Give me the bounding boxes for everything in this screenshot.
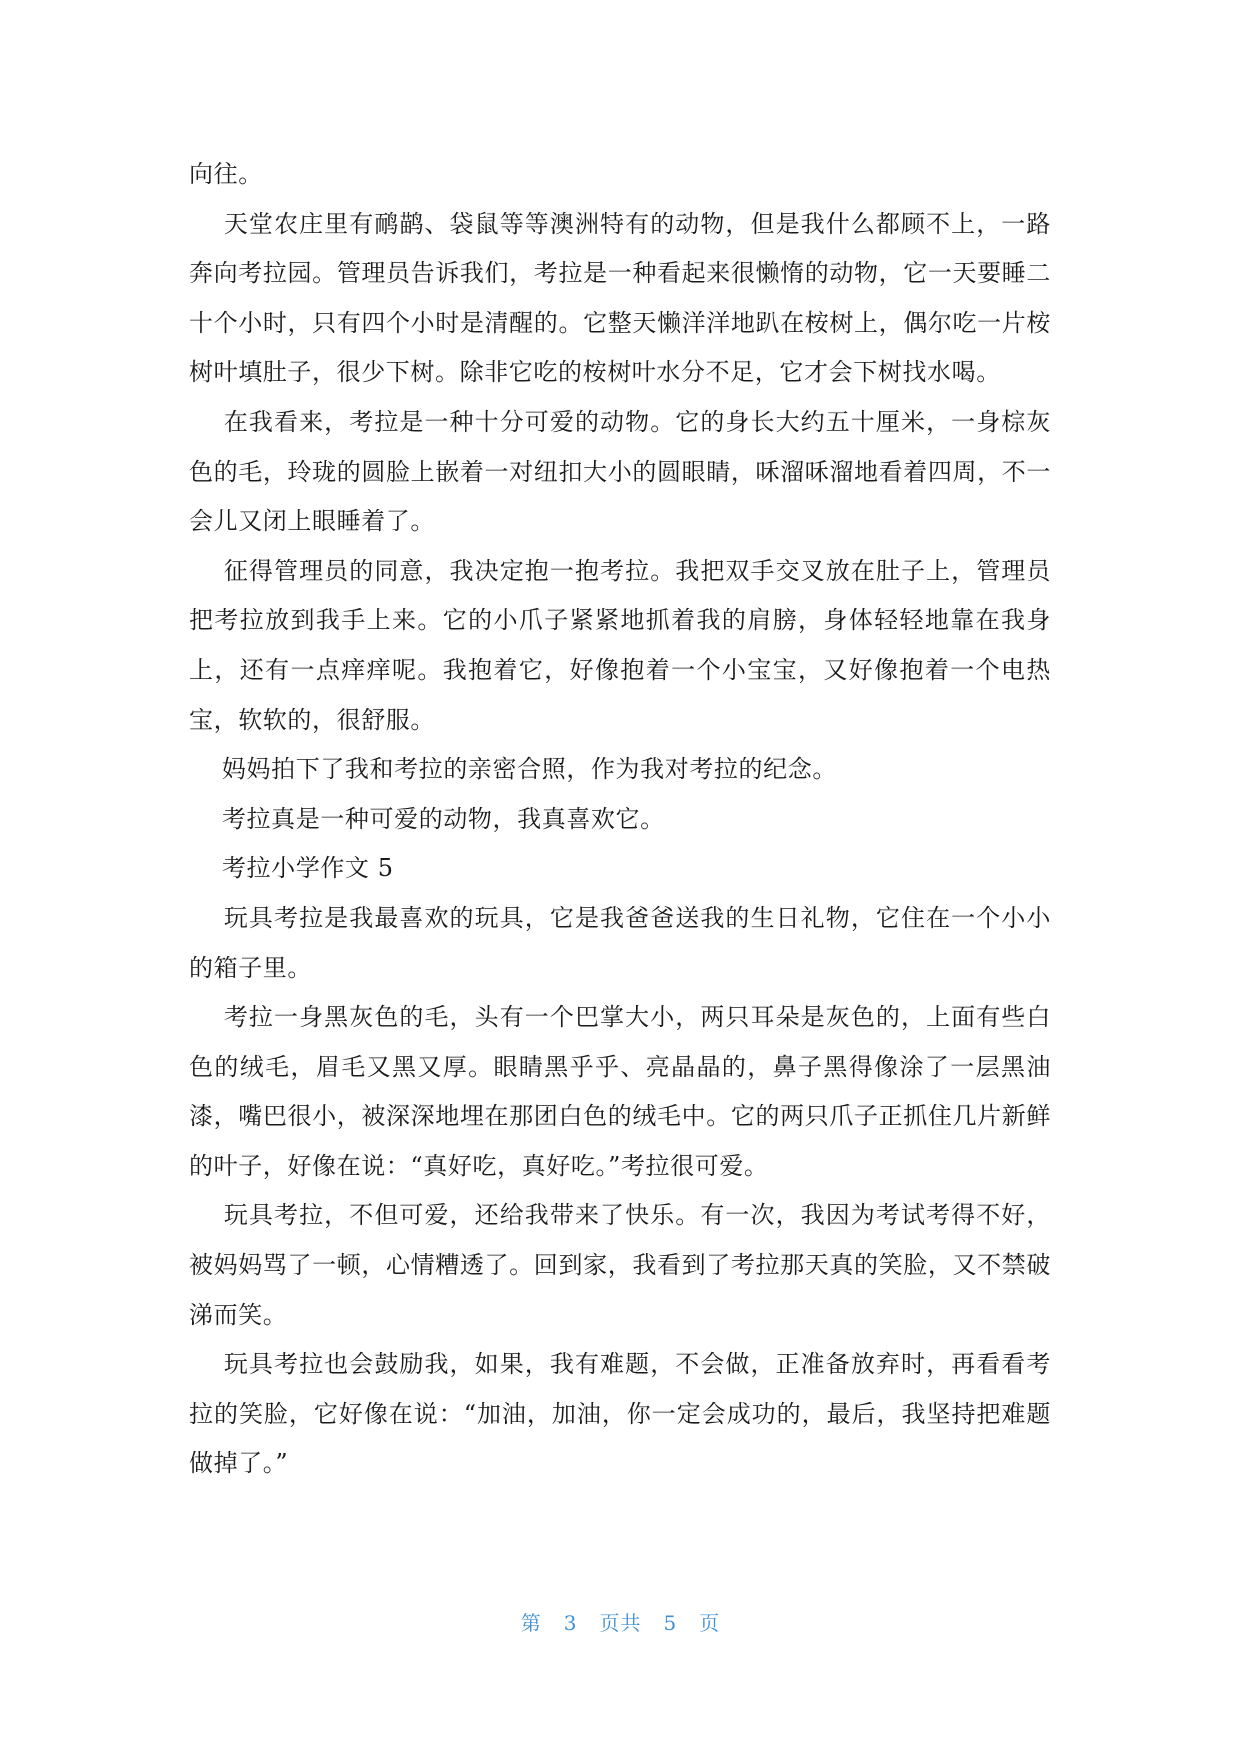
paragraph: 征得管理员的同意，我决定抱一抱考拉。我把双手交叉放在肚子上，管理员把考拉放到我手上来。它的小爪子紧紧地抓着我的肩膀，身体轻轻地靠在我身上，还有一点痒痒呢。我抱着它，好像抱着一个小宝宝，又好像抱着一个电热宝，软软的，很舒服。: [189, 556, 1051, 734]
paragraph: 玩具考拉，不但可爱，还给我带来了快乐。有一次，我因为考试考得不好，被妈妈骂了一顿，心情糟透了。回到家，我看到了考拉那天真的笑脸，又不禁破涕而笑。: [189, 1201, 1051, 1329]
paragraph: 妈妈拍下了我和考拉的亲密合照，作为我对考拉的纪念。: [189, 755, 837, 784]
footer-prefix: 第: [520, 1611, 542, 1635]
footer-middle: 页共: [599, 1611, 642, 1635]
paragraph: 在我看来，考拉是一种十分可爱的动物。它的身长大约五十厘米，一身棕灰色的毛，玲珑的圆脸上嵌着一对纽扣大小的圆眼睛，咊溜咊溜地看着四周，不一会儿又闭上眼睡着了。: [189, 407, 1051, 536]
paragraph: 考拉真是一种可爱的动物，我真喜欢它。: [189, 804, 665, 833]
paragraph: 考拉一身黑灰色的毛，头有一个巴掌大小，两只耳朵是灰色的，上面有些白色的绒毛，眉毛又黑又厚。眼睛黑乎乎、亮晶晶的，鼻子黑得像涂了一层黑油漆，嘴巴很小，被深深地埋在那团白色的绒毛中。它的两只爪子正抓住几片新鲜的叶子，好像在说：“真好吃，真好吃。”考拉很可爱。: [189, 1003, 1051, 1180]
page-footer: [0, 1607, 1241, 1636]
total-pages: 5: [663, 1611, 678, 1635]
page-number: 3: [563, 1611, 578, 1635]
paragraph: 玩具考拉也会鼓励我，如果，我有难题，不会做，正准备放弃时，再看看考拉的笑脸，它好像在说：“加油，加油，你一定会成功的，最后，我坚持把难题做掉了。”: [189, 1350, 1051, 1478]
section-heading: 考拉小学作文 5: [189, 854, 394, 883]
document-body: [189, 150, 1051, 1489]
paragraph: 玩具考拉是我最喜欢的玩具，它是我爸爸送我的生日礼物，它住在一个小小的箱子里。: [189, 903, 1051, 982]
paragraph: 天堂农庄里有鸸鹋、袋鼠等等澳洲特有的动物，但是我什么都顾不上，一路奔向考拉园。管理员告诉我们，考拉是一种看起来很懒惰的动物，它一天要睡二十个小时，只有四个小时是清醒的。它整天懒洋洋地趴在桉树上，偶尔吃一片桉树叶填肚子，很少下树。除非它吃的桉树叶水分不足，它才会下树找水喝。: [189, 209, 1051, 387]
footer-suffix: 页: [699, 1611, 721, 1635]
paragraph: 向往。: [189, 160, 263, 188]
